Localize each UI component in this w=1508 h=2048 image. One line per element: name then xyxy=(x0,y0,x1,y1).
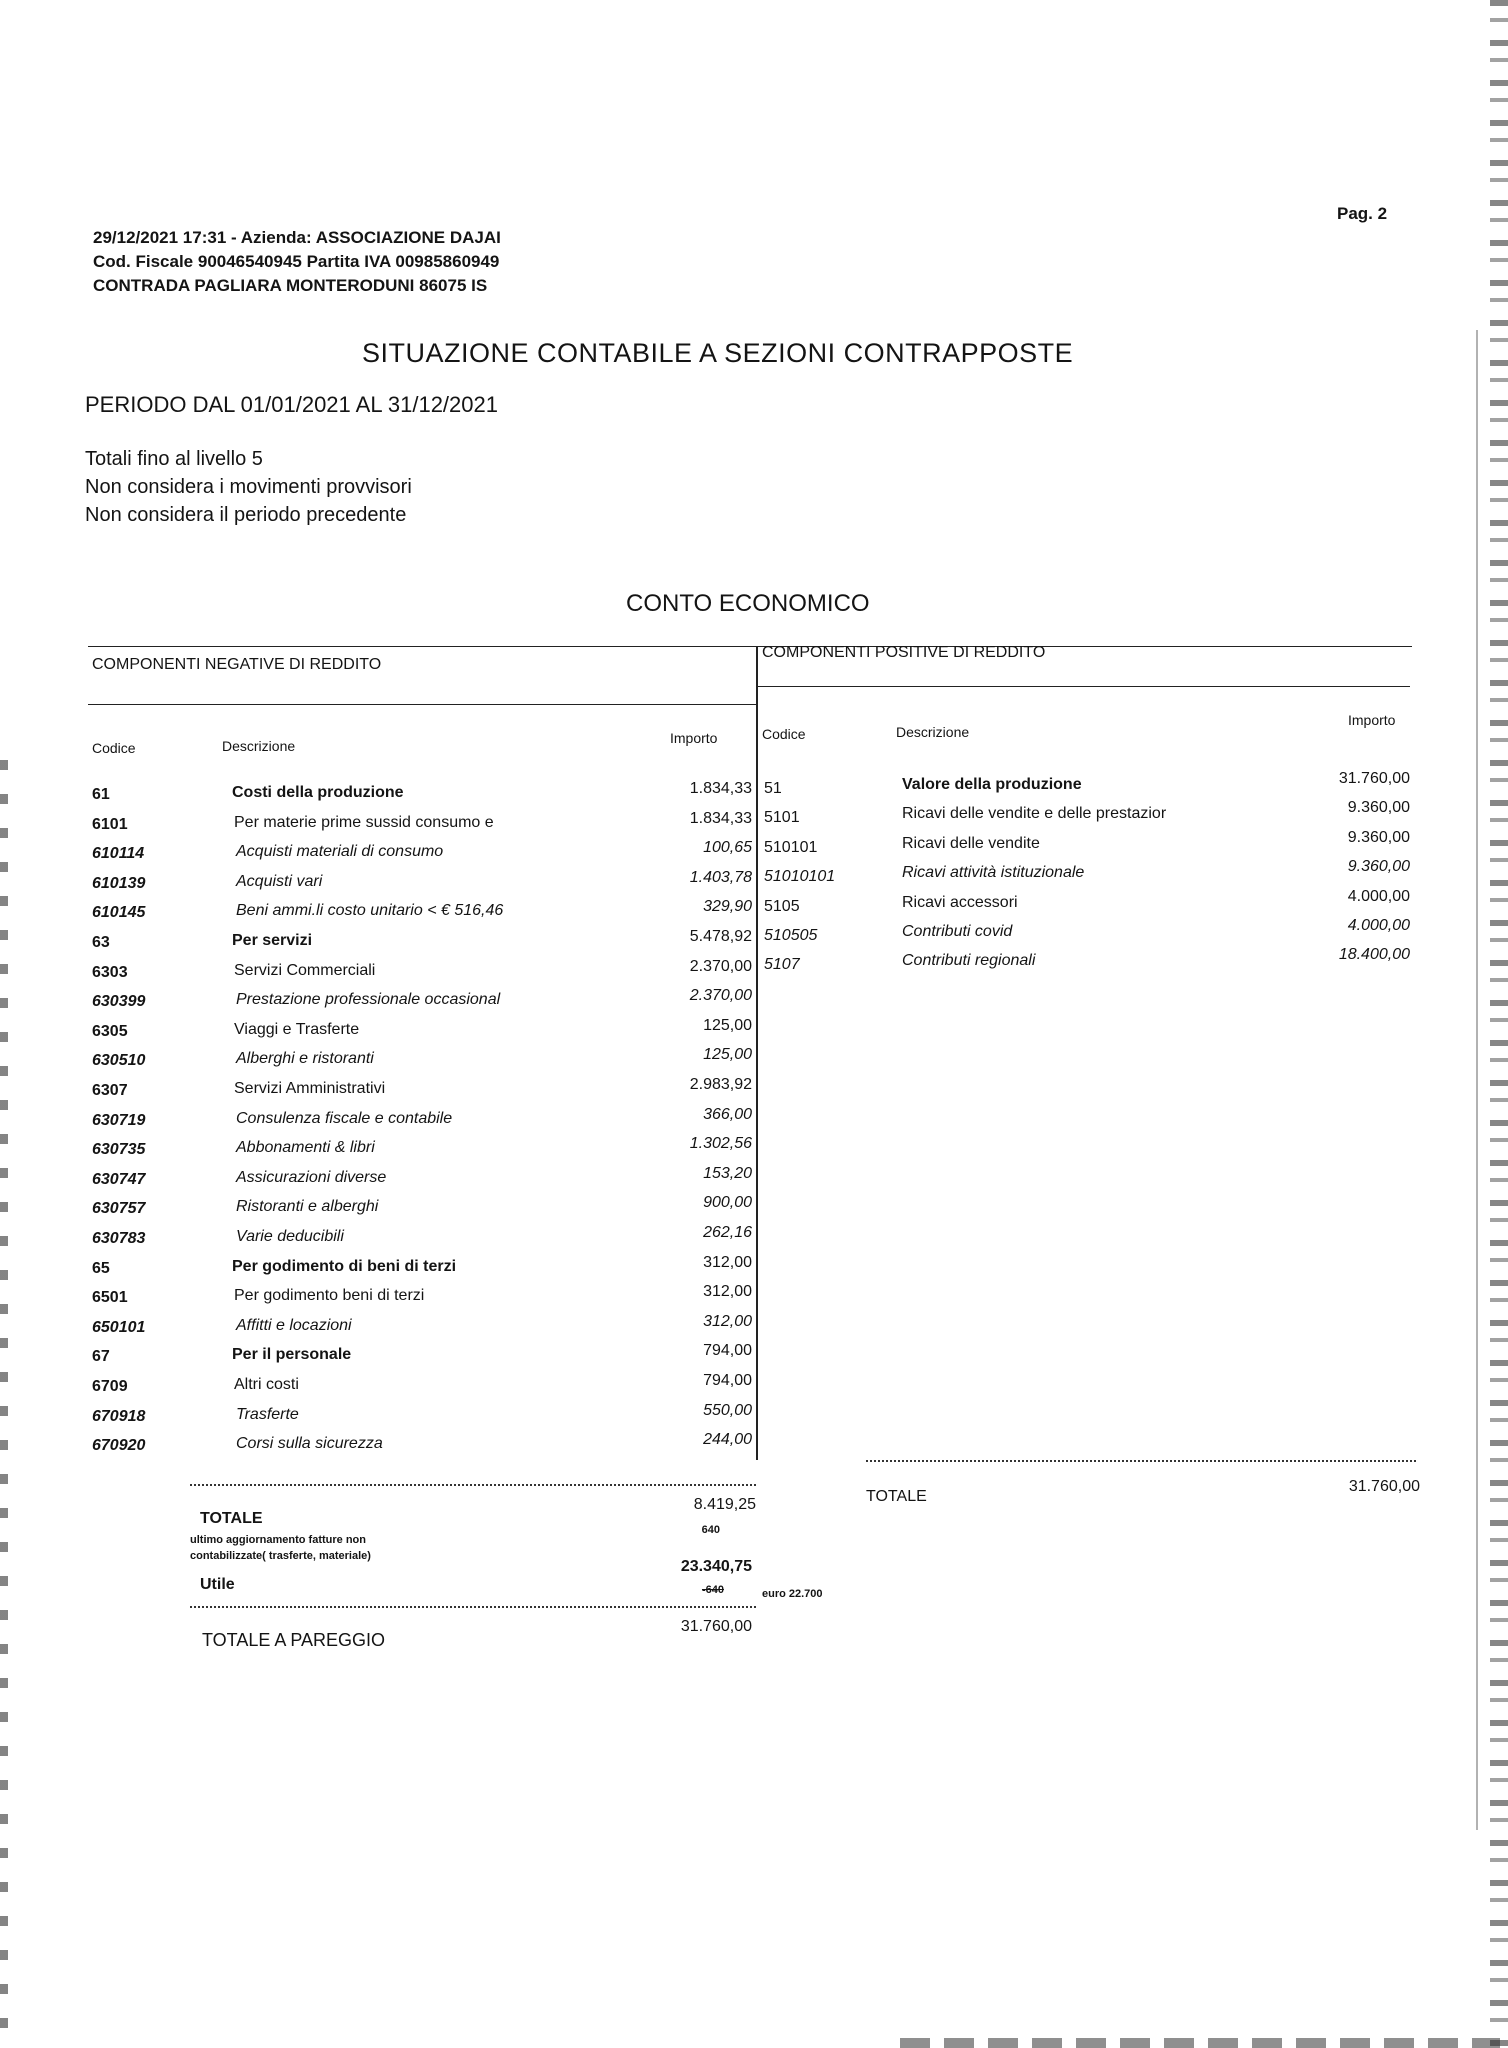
left-row-description: Viaggi e Trasferte xyxy=(234,1021,360,1038)
left-row-amount: 1.834,33 xyxy=(689,810,752,827)
right-row-description: Contributi covid xyxy=(902,923,1013,940)
right-row-amount: 4.000,00 xyxy=(1347,917,1410,934)
left-row-amount: 900,00 xyxy=(703,1194,752,1211)
right-col-amount-header: Importo xyxy=(1348,712,1396,728)
left-row-description: Altri costi xyxy=(234,1376,299,1393)
left-row-description: Corsi sulla sicurezza xyxy=(236,1435,383,1452)
left-row-description: Prestazione professionale occasional xyxy=(236,991,501,1008)
scan-edge-right xyxy=(1490,0,1508,2048)
left-row-description: Servizi Commerciali xyxy=(234,962,376,979)
left-heading-rule xyxy=(88,704,756,705)
right-row-description: Ricavi delle vendite xyxy=(902,835,1040,852)
utile-adjust: -640 xyxy=(701,1584,724,1596)
left-row-description: Consulenza fiscale e contabile xyxy=(236,1110,453,1127)
left-row-description: Assicurazioni diverse xyxy=(236,1169,387,1186)
right-col-code-header: Codice xyxy=(762,726,806,742)
right-row-code: 5101 xyxy=(764,809,800,826)
right-total-amount: 31.760,00 xyxy=(1348,1478,1420,1495)
page-number: Pag. 2 xyxy=(1337,204,1388,223)
left-row-amount: 312,00 xyxy=(703,1254,752,1271)
left-row-amount: 262,16 xyxy=(703,1224,752,1241)
left-row-code: 65 xyxy=(92,1260,110,1277)
left-row-description: Trasferte xyxy=(236,1406,299,1423)
scan-edge-bottom xyxy=(900,2038,1500,2048)
left-row-description: Affitti e locazioni xyxy=(236,1317,352,1334)
left-row-description: Acquisti materiali di consumo xyxy=(236,843,444,860)
left-row-code: 6307 xyxy=(92,1082,128,1099)
right-row-amount: 31.760,00 xyxy=(1338,770,1410,787)
left-row-description: Costi della produzione xyxy=(232,784,404,801)
left-row-code: 630719 xyxy=(92,1112,146,1129)
pareggio-rule xyxy=(190,1606,756,1608)
left-row-amount: 312,00 xyxy=(703,1283,752,1300)
right-row-description: Contributi regionali xyxy=(902,952,1036,969)
left-row-description: Servizi Amministrativi xyxy=(234,1080,386,1097)
right-row-amount: 9.360,00 xyxy=(1347,858,1410,875)
utile-euro-note: euro 22.700 xyxy=(762,1588,823,1600)
left-row-description: Per godimento beni di terzi xyxy=(234,1287,425,1304)
left-row-code: 61 xyxy=(92,786,110,803)
left-total-amount: 8.419,25 xyxy=(693,1496,756,1513)
right-row-code: 510505 xyxy=(764,927,818,944)
left-row-amount: 1.834,33 xyxy=(689,780,752,797)
right-row-code: 51 xyxy=(764,780,782,797)
left-row-code: 670918 xyxy=(92,1408,146,1425)
left-row-amount: 2.983,92 xyxy=(689,1076,752,1093)
right-row-description: Ricavi attività istituzionale xyxy=(902,864,1085,881)
left-row-code: 6101 xyxy=(92,816,128,833)
left-col-desc-header: Descrizione xyxy=(222,738,296,754)
left-row-amount: 2.370,00 xyxy=(689,987,752,1004)
left-section-heading: COMPONENTI NEGATIVE DI REDDITO xyxy=(92,656,382,673)
scan-edge-line xyxy=(1476,330,1478,1830)
right-row-amount: 4.000,00 xyxy=(1347,888,1410,905)
left-row-amount: 244,00 xyxy=(703,1431,752,1448)
left-row-description: Abbonamenti & libri xyxy=(236,1139,375,1156)
right-heading-rule xyxy=(758,686,1410,687)
left-row-code: 630510 xyxy=(92,1052,146,1069)
left-row-amount: 153,20 xyxy=(703,1165,752,1182)
left-row-amount: 125,00 xyxy=(703,1046,752,1063)
pareggio-amount: 31.760,00 xyxy=(680,1618,752,1635)
left-row-code: 67 xyxy=(92,1348,110,1365)
right-row-amount: 18.400,00 xyxy=(1338,946,1410,963)
period: PERIODO DAL 01/01/2021 AL 31/12/2021 xyxy=(85,392,498,417)
left-row-amount: 5.478,92 xyxy=(689,928,752,945)
left-row-description: Ristoranti e alberghi xyxy=(236,1198,379,1215)
left-row-code: 630399 xyxy=(92,993,146,1010)
utile-amount: 23.340,75 xyxy=(680,1558,752,1575)
left-row-description: Per il personale xyxy=(232,1346,352,1363)
right-row-code: 5107 xyxy=(764,956,800,973)
update-note-line-2: contabilizzate( trasferte, materiale) xyxy=(190,1550,371,1562)
right-section-heading: COMPONENTI POSITIVE DI REDDITO xyxy=(762,644,1046,661)
document-title: SITUAZIONE CONTABILE A SEZIONI CONTRAPPOSTE xyxy=(362,338,1074,368)
right-row-code: 5105 xyxy=(764,898,800,915)
right-row-amount: 9.360,00 xyxy=(1347,799,1410,816)
left-row-description: Per materie prime sussid consumo e xyxy=(234,814,494,831)
left-row-code: 630747 xyxy=(92,1171,146,1188)
left-total-label: TOTALE xyxy=(200,1510,263,1527)
left-row-code: 6305 xyxy=(92,1023,128,1040)
left-row-code: 6709 xyxy=(92,1378,128,1395)
left-row-amount: 100,65 xyxy=(703,839,752,856)
right-row-amount: 9.360,00 xyxy=(1347,829,1410,846)
left-row-amount: 312,00 xyxy=(703,1313,752,1330)
left-row-amount: 2.370,00 xyxy=(689,958,752,975)
scan-edge-left xyxy=(0,760,8,2048)
left-row-amount: 1.403,78 xyxy=(689,869,752,886)
left-row-description: Beni ammi.li costo unitario < € 516,46 xyxy=(236,902,504,919)
left-row-amount: 794,00 xyxy=(703,1372,752,1389)
left-row-code: 610145 xyxy=(92,904,146,921)
left-row-code: 630735 xyxy=(92,1141,146,1158)
left-row-description: Varie deducibili xyxy=(236,1228,344,1245)
right-row-description: Ricavi accessori xyxy=(902,894,1018,911)
option-line-3: Non considera il periodo precedente xyxy=(85,504,407,526)
right-row-code: 510101 xyxy=(764,839,818,856)
left-row-description: Acquisti vari xyxy=(236,873,323,890)
left-row-amount: 366,00 xyxy=(703,1106,752,1123)
utile-label: Utile xyxy=(200,1576,235,1593)
left-row-amount: 550,00 xyxy=(703,1402,752,1419)
right-row-description: Ricavi delle vendite e delle prestazior xyxy=(902,805,1167,822)
header-line-1: 29/12/2021 17:31 - Azienda: ASSOCIAZIONE DAJAI xyxy=(93,228,501,247)
left-row-code: 610139 xyxy=(92,875,146,892)
right-total-rule xyxy=(866,1460,1416,1462)
right-row-code: 51010101 xyxy=(764,868,836,885)
section-title: CONTO ECONOMICO xyxy=(626,590,870,617)
column-divider xyxy=(756,646,758,1460)
left-row-code: 630783 xyxy=(92,1230,146,1247)
left-col-code-header: Codice xyxy=(92,740,136,756)
header-line-2: Cod. Fiscale 90046540945 Partita IVA 00985860949 xyxy=(93,252,500,271)
left-col-amount-header: Importo xyxy=(670,730,718,746)
left-row-code: 650101 xyxy=(92,1319,146,1336)
pareggio-label: TOTALE A PAREGGIO xyxy=(202,1630,386,1650)
right-total-label: TOTALE xyxy=(866,1488,927,1505)
left-row-code: 610114 xyxy=(92,845,145,862)
header-line-3: CONTRADA PAGLIARA MONTERODUNI 86075 IS xyxy=(93,276,488,295)
update-note-amount: 640 xyxy=(701,1524,720,1536)
left-row-code: 6501 xyxy=(92,1289,128,1306)
option-line-2: Non considera i movimenti provvisori xyxy=(85,476,412,498)
left-row-description: Per servizi xyxy=(232,932,313,949)
left-row-amount: 125,00 xyxy=(703,1017,752,1034)
left-row-amount: 329,90 xyxy=(703,898,752,915)
left-row-code: 630757 xyxy=(92,1200,146,1217)
right-row-description: Valore della produzione xyxy=(902,776,1082,793)
left-row-amount: 794,00 xyxy=(703,1342,752,1359)
left-row-description: Per godimento di beni di terzi xyxy=(232,1258,457,1275)
table-top-rule xyxy=(88,646,1412,647)
option-line-1: Totali fino al livello 5 xyxy=(85,448,263,470)
left-row-code: 63 xyxy=(92,934,110,951)
left-row-code: 6303 xyxy=(92,964,128,981)
update-note-line-1: ultimo aggiornamento fatture non xyxy=(190,1534,366,1546)
left-total-rule xyxy=(190,1484,756,1486)
left-row-description: Alberghi e ristoranti xyxy=(236,1050,374,1067)
left-row-amount: 1.302,56 xyxy=(689,1135,752,1152)
left-row-code: 670920 xyxy=(92,1437,146,1454)
right-col-desc-header: Descrizione xyxy=(896,724,970,740)
